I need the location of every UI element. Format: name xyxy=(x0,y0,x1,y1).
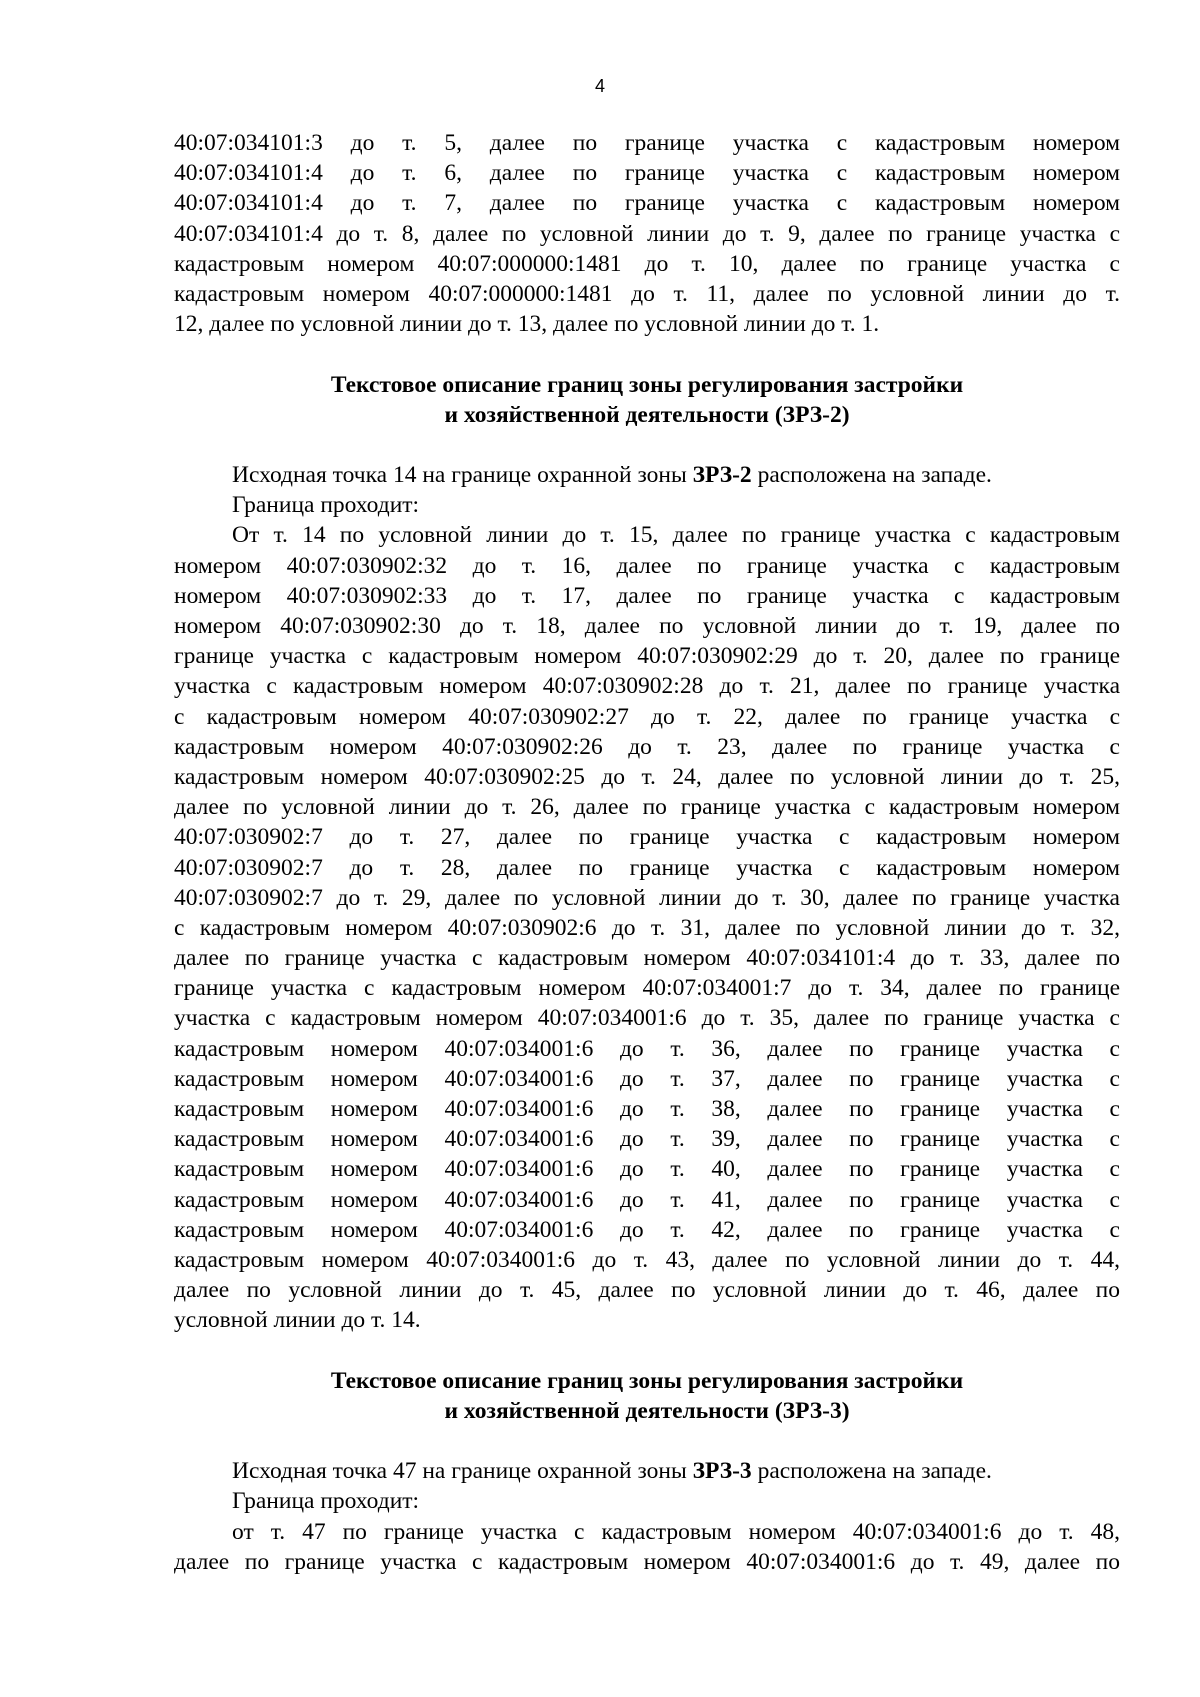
text-line: участка с кадастровым номером 40:07:034001:6 до т. 35, далее по границе участка с xyxy=(174,1005,1120,1032)
section-heading: Текстовое описание границ зоны регулирования застройки xyxy=(330,371,964,398)
section-zrz-2 xyxy=(174,370,1120,1336)
text-line: далее по границе участка с кадастровым номером 40:07:034001:6 до т. 49, далее по xyxy=(174,1548,1120,1575)
start-point-text: Исходная точка 47 на границе охранной зоны ЗРЗ-3 расположена на западе. xyxy=(232,1458,992,1485)
text-line: 40:07:034101:4 до т. 7, далее по границе участка с кадастровым номером xyxy=(174,190,1120,217)
document-body xyxy=(174,128,1120,1577)
text-line: кадастровым номером 40:07:000000:1481 до т. 11, далее по условной линии до т. xyxy=(174,280,1120,307)
text-line: 40:07:034101:3 до т. 5, далее по границе участка с кадастровым номером xyxy=(174,130,1120,156)
section-zrz-3 xyxy=(174,1366,1120,1577)
text-line: кадастровым номером 40:07:034001:6 до т. 43, далее по условной линии до т. 44, xyxy=(174,1246,1120,1273)
boundary-description xyxy=(174,520,1120,1335)
text-line: кадастровым номером 40:07:034001:6 до т. 41, далее по границе участка с xyxy=(174,1186,1120,1213)
section-heading: и хозяйственной деятельности (ЗРЗ-2) xyxy=(444,401,850,428)
text-line: далее по границе участка с кадастровым номером 40:07:034101:4 до т. 33, далее по xyxy=(174,945,1120,972)
text-line: кадастровым номером 40:07:034001:6 до т. 40, далее по границе участка с xyxy=(174,1156,1120,1183)
text-line: с кадастровым номером 40:07:030902:27 до т. 22, далее по границе участка с xyxy=(174,703,1120,730)
zone-code: ЗРЗ-2 xyxy=(692,462,752,489)
text-line: 40:07:034101:4 до т. 8, далее по условной линии до т. 9, далее по границе участка с xyxy=(174,220,1120,247)
text-line: 40:07:030902:7 до т. 29, далее по условной линии до т. 30, далее по границе участка xyxy=(174,884,1120,911)
paragraph-continuation xyxy=(174,128,1120,339)
text-line: номером 40:07:030902:30 до т. 18, далее по условной линии до т. 19, далее по xyxy=(174,613,1120,639)
text-line: 40:07:030902:7 до т. 28, далее по границе участка с кадастровым номером xyxy=(174,854,1120,881)
text-line: кадастровым номером 40:07:000000:1481 до т. 10, далее по границе участка с xyxy=(174,250,1120,277)
text-line: кадастровым номером 40:07:034001:6 до т. 39, далее по границе участка с xyxy=(174,1126,1120,1153)
text-line: кадастровым номером 40:07:034001:6 до т. 36, далее по границе участка с xyxy=(174,1035,1120,1062)
text-line: От т. 14 по условной линии до т. 15, далее по границе участка с кадастровым xyxy=(232,522,1120,549)
text-line: 12, далее по условной линии до т. 13, далее по условной линии до т. 1. xyxy=(174,311,880,338)
page-number: 4 xyxy=(594,76,605,96)
text-line: кадастровым номером 40:07:034001:6 до т. 38, далее по границе участка с xyxy=(174,1096,1120,1122)
text-line: кадастровым номером 40:07:034001:6 до т. 42, далее по границе участка с xyxy=(174,1216,1120,1243)
text-line: номером 40:07:030902:33 до т. 17, далее по границе участка с кадастровым xyxy=(174,582,1120,609)
text-line: от т. 47 по границе участка с кадастровым номером 40:07:034001:6 до т. 48, xyxy=(232,1518,1120,1545)
zone-code: ЗРЗ-3 xyxy=(692,1458,752,1485)
text-line: 40:07:030902:7 до т. 27, далее по границе участка с кадастровым номером xyxy=(174,824,1120,851)
section-heading: и хозяйственной деятельности (ЗРЗ-3) xyxy=(444,1397,850,1424)
boundary-label: Граница проходит: xyxy=(232,1488,420,1515)
boundary-description xyxy=(174,1517,1120,1577)
text-line: далее по условной линии до т. 26, далее по границе участка с кадастровым номером xyxy=(174,794,1120,821)
text-line: с кадастровым номером 40:07:030902:6 до т. 31, далее по условной линии до т. 32, xyxy=(174,914,1120,941)
text-line: условной линии до т. 14. xyxy=(174,1307,421,1334)
text-line: номером 40:07:030902:32 до т. 16, далее по границе участка с кадастровым xyxy=(174,552,1120,579)
section-heading: Текстовое описание границ зоны регулирования застройки xyxy=(330,1367,964,1394)
text-line: кадастровым номером 40:07:030902:25 до т. 24, далее по условной линии до т. 25, xyxy=(174,763,1120,790)
text-line: кадастровым номером 40:07:034001:6 до т. 37, далее по границе участка с xyxy=(174,1065,1120,1092)
text-line: 40:07:034101:4 до т. 6, далее по границе участка с кадастровым номером xyxy=(174,160,1120,187)
text-line: границе участка с кадастровым номером 40:07:030902:29 до т. 20, далее по границе xyxy=(174,643,1120,670)
text-line: далее по условной линии до т. 45, далее по условной линии до т. 46, далее по xyxy=(174,1277,1120,1304)
boundary-label: Граница проходит: xyxy=(232,492,420,519)
text-line: границе участка с кадастровым номером 40:07:034001:7 до т. 34, далее по границе xyxy=(174,975,1120,1002)
text-line: участка с кадастровым номером 40:07:030902:28 до т. 21, далее по границе участка xyxy=(174,673,1120,700)
start-point-text: Исходная точка 14 на границе охранной зоны ЗРЗ-2 расположена на западе. xyxy=(232,462,992,489)
text-line: кадастровым номером 40:07:030902:26 до т. 23, далее по границе участка с xyxy=(174,733,1120,760)
